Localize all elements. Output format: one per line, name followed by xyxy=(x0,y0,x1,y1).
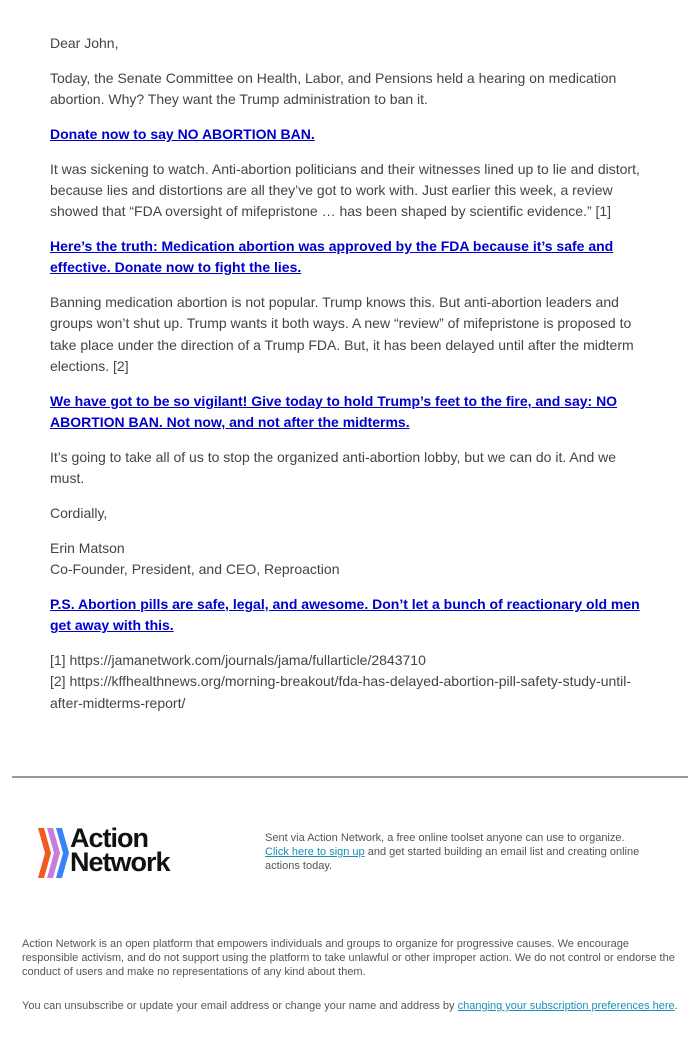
reference-2: [2] https://kffhealthnews.org/morning-breakout/fda-has-delayed-abortion-pill-safety-study-until-after-midterms-report/ xyxy=(50,673,632,711)
disclaimer: Action Network is an open platform that empowers individuals and groups to organize for progressive causes. We encourage responsible activism, and do not support using the platform to take unlawful or other improper action. We do not control or endorse the conduct of users and make no representations of any kind about them. xyxy=(22,938,675,978)
paragraph-hearing-details: It was sickening to watch. Anti-abortion politicians and their witnesses lined up to lie and distort, because lies and distortions are all they’ve got to work with. Just earlier this week, a review showed that “FDA oversight of mifepristone … has been shaped by scientific evidence.” [1] xyxy=(50,160,640,220)
truth-donate-link[interactable]: Here’s the truth: Medication abortion was approved by the FDA because it’s safe and effective. Donate now to fight the lies. xyxy=(50,238,614,276)
email-body xyxy=(50,33,642,727)
signature xyxy=(50,538,642,581)
donate-link[interactable]: Donate now to say NO ABORTION BAN. xyxy=(50,125,315,142)
sent-via-text: Sent via Action Network, a free online toolset anyone can use to organize. Click here to sign up and get started building an email list and creating online actions today. xyxy=(265,832,640,872)
vigilant-give-link[interactable]: We have got to be so vigilant! Give today to hold Trump’s feet to the fire, and say: NO ABORTION BAN. Not now, and not after the midterms. xyxy=(50,392,618,431)
paragraph-hearing: Today, the Senate Committee on Health, Labor, and Pensions held a hearing on medication abortion. Why? They want the Trump administration to ban it. xyxy=(50,69,617,108)
signer-title: Co-Founder, President, and CEO, Reproaction xyxy=(50,561,340,578)
action-network-logo: Action Network xyxy=(38,826,198,880)
references xyxy=(50,650,642,714)
greeting: Dear John, xyxy=(50,35,119,51)
closing: Cordially, xyxy=(50,505,108,522)
chevrons-icon xyxy=(38,828,72,880)
paragraph-call: It’s going to take all of us to stop the organized anti-abortion lobby, but we can do it. And we must. xyxy=(50,448,617,487)
footer-divider xyxy=(12,776,688,778)
paragraph-ban: Banning medication abortion is not popular. Trump knows this. But anti-abortion leaders and groups won’t shut up. Trump wants it both ways. A new “review” of mifepristone is proposed to take place under the direction of a Trump FDA. But, it has been delayed until after the midterm elections. [2] xyxy=(50,294,634,375)
subscription-preferences-link[interactable]: changing your subscription preferences here xyxy=(457,1000,675,1012)
reference-1: [1] https://jamanetwork.com/journals/jama/fullarticle/2843710 xyxy=(50,652,426,669)
legal-footer xyxy=(22,937,682,1033)
signup-link[interactable]: Click here to sign up xyxy=(265,846,365,858)
ps-link[interactable]: P.S. Abortion pills are safe, legal, and awesome. Don’t let a bunch of reactionary old men get away with this. xyxy=(50,595,640,634)
unsubscribe-text: You can unsubscribe or update your email address or change your name and address by changing your subscription preferences here. xyxy=(22,1000,678,1012)
signer-name: Erin Matson xyxy=(50,539,125,556)
